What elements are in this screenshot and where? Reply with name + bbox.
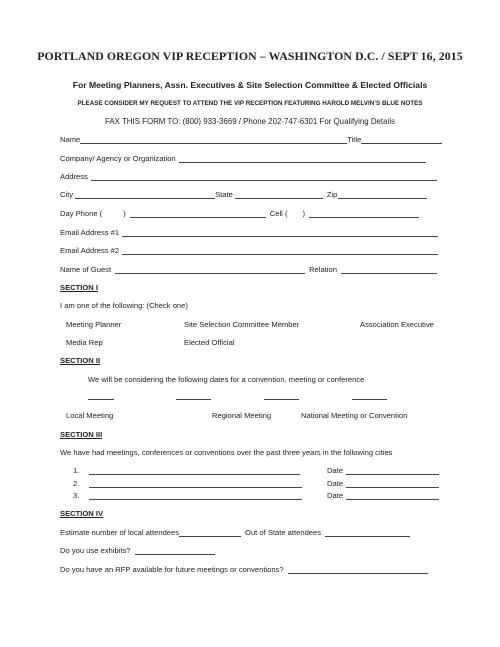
page-subtitle: For Meeting Planners, Assn. Executives & Site Selection Committee & Elected Officials (72, 80, 428, 90)
local-attendees-label: Estimate number of local attendees (60, 528, 180, 537)
page-title: PORTLAND OREGON VIP RECEPTION – WASHINGTON D.C. / SEPT 16, 2015 (37, 49, 463, 63)
section-1-heading: SECTION I (60, 283, 98, 292)
option-regional-meeting: Regional Meeting (212, 411, 272, 420)
date-field-1[interactable] (346, 467, 439, 475)
day-phone-label: Day Phone ( (60, 209, 103, 218)
section-2-prompt: We will be considering the following dates for a convention, meeting or conference (88, 375, 365, 384)
section-2-heading: SECTION II (60, 356, 101, 365)
cell-paren: ) (302, 209, 306, 218)
cell-label: Cell ( (269, 209, 288, 218)
city-label: City (60, 190, 74, 199)
phone-row (60, 209, 419, 218)
local-meeting-check[interactable] (88, 392, 114, 400)
request-notice: PLEASE CONSIDER MY REQUEST TO ATTEND THE VIP RECEPTION FEATURING HAROLD MELVIN’S BLUE NOTES (77, 100, 423, 107)
exhibits-row (60, 546, 215, 555)
zip-field[interactable] (338, 191, 427, 199)
city-field[interactable] (75, 191, 215, 199)
guest-field[interactable] (115, 266, 305, 274)
city-row-3 (73, 491, 439, 500)
city-number: 3. (73, 491, 80, 500)
address-label: Address (60, 172, 88, 181)
exhibits-label: Do you use exhibits? (60, 546, 131, 555)
section-3-heading: SECTION III (60, 430, 103, 439)
section-4-heading: SECTION IV (60, 509, 104, 518)
company-row (60, 154, 426, 163)
day-phone-field[interactable] (130, 210, 266, 218)
cell-field[interactable] (309, 210, 419, 218)
company-label: Company/ Agency or Organization (60, 154, 176, 163)
exhibits-field[interactable] (135, 547, 215, 555)
title-label: Title (347, 135, 362, 144)
email2-label: Email Address #2 (60, 246, 120, 255)
city-row-2 (73, 479, 439, 488)
email1-label: Email Address #1 (60, 228, 120, 237)
state-label: State (215, 190, 233, 199)
name-label: Name (60, 135, 81, 144)
city-number: 2. (73, 479, 80, 488)
option-national-meeting: National Meeting or Convention (301, 411, 408, 420)
relation-field[interactable] (341, 266, 437, 274)
address-row (60, 172, 437, 181)
convention-check[interactable] (352, 392, 387, 400)
name-row (60, 135, 442, 144)
zip-label: Zip (326, 190, 338, 199)
option-elected-official[interactable]: Elected Official (184, 338, 235, 347)
rfp-label: Do you have an RFP available for future meetings or conventions? (60, 565, 284, 574)
guest-label: Name of Guest (60, 265, 112, 274)
section-1-prompt: I am one of the following: (Check one) (60, 301, 188, 310)
city-field-3[interactable] (89, 492, 302, 500)
fax-instructions: FAX THIS FORM TO: (800) 933-3669 / Phone 202-747-6301 For Qualifying Details (105, 117, 395, 126)
city-state-zip-row (60, 190, 427, 199)
name-field[interactable] (80, 136, 347, 144)
out-of-state-label: Out of State attendees (245, 528, 322, 537)
out-of-state-field[interactable] (325, 529, 410, 537)
city-row-1 (73, 466, 439, 475)
relation-label: Relation (309, 265, 337, 274)
option-association-executive[interactable]: Association Executive (360, 320, 434, 329)
date-label: Date (327, 466, 344, 475)
section-3-prompt: We have had meetings, conferences or conventions over the past three years in the following cities (60, 448, 393, 457)
option-local-meeting: Local Meeting (66, 411, 114, 420)
city-field-1[interactable] (89, 467, 300, 475)
rfp-row (60, 565, 428, 574)
title-field[interactable] (361, 136, 442, 144)
state-field[interactable] (235, 191, 323, 199)
option-media-rep[interactable]: Media Rep (66, 338, 103, 347)
email1-field[interactable] (122, 229, 438, 237)
date-field-3[interactable] (346, 492, 439, 500)
city-field-2[interactable] (89, 480, 302, 488)
guest-row (60, 265, 437, 274)
company-field[interactable] (179, 155, 426, 163)
city-number: 1. (73, 466, 80, 475)
local-attendees-field[interactable] (179, 529, 241, 537)
date-label: Date (327, 491, 344, 500)
email1-row (60, 228, 438, 237)
email2-row (60, 246, 438, 255)
date-label: Date (327, 479, 344, 488)
address-field[interactable] (91, 173, 437, 181)
email2-field[interactable] (122, 247, 438, 255)
regional-meeting-check[interactable] (176, 392, 211, 400)
date-field-2[interactable] (346, 480, 439, 488)
day-phone-paren: ) (123, 209, 126, 218)
rfp-field[interactable] (288, 566, 428, 574)
option-site-selection[interactable]: Site Selection Committee Member (184, 320, 300, 329)
national-meeting-check[interactable] (264, 392, 299, 400)
option-meeting-planner[interactable]: Meeting Planner (66, 320, 122, 329)
attendees-row (60, 528, 410, 537)
